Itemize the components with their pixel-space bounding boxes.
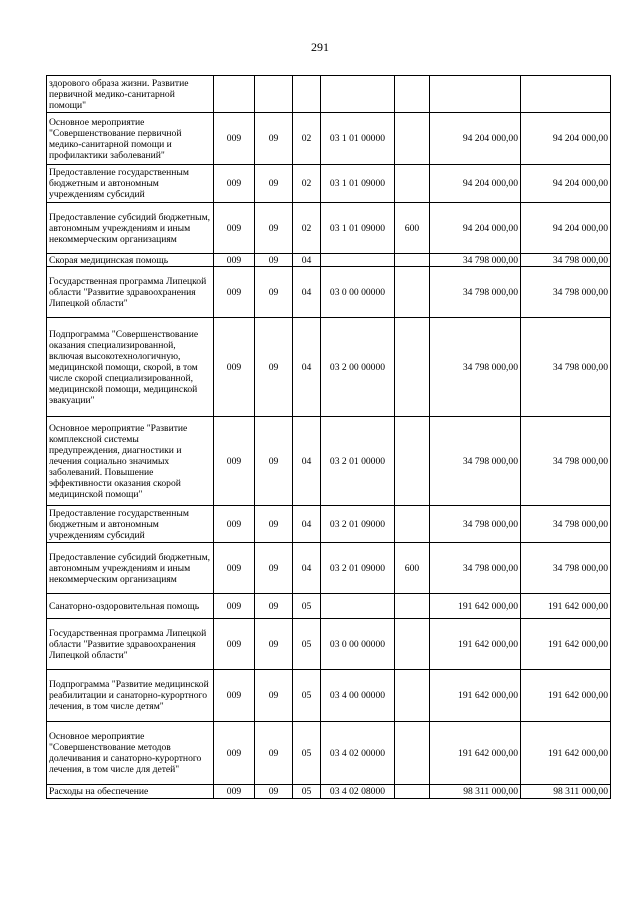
cell-amount-2: 191 642 000,00 [521,594,611,619]
cell-ministry: 009 [214,722,255,785]
cell-section: 09 [255,165,293,203]
cell-ministry: 009 [214,254,255,267]
cell-amount-2: 98 311 000,00 [521,785,611,799]
cell-subsection: 04 [293,543,321,594]
cell-expense-type [395,113,430,165]
cell-amount-1: 191 642 000,00 [430,722,521,785]
table-row [47,267,611,318]
cell-target: 03 2 01 00000 [321,417,395,506]
cell-name: Скорая медицинская помощь [47,254,214,267]
cell-subsection: 05 [293,722,321,785]
table-row [47,203,611,254]
cell-amount-2 [521,76,611,113]
cell-amount-1 [430,76,521,113]
table-row [47,113,611,165]
cell-expense-type [395,670,430,722]
cell-target: 03 2 00 00000 [321,318,395,417]
cell-expense-type [395,594,430,619]
cell-ministry: 009 [214,785,255,799]
cell-amount-2: 34 798 000,00 [521,254,611,267]
table-row [47,76,611,113]
cell-target: 03 2 01 09000 [321,506,395,543]
cell-name: Предоставление субсидий бюджетным, автономным учреждениям и иным некоммерческим организациям [47,203,214,254]
table-row [47,506,611,543]
cell-expense-type [395,619,430,670]
cell-subsection: 02 [293,113,321,165]
cell-target: 03 1 01 00000 [321,113,395,165]
cell-target: 03 0 00 00000 [321,267,395,318]
cell-ministry [214,76,255,113]
cell-name: Предоставление государственным бюджетным и автономным учреждениям субсидий [47,506,214,543]
cell-target: 03 1 01 09000 [321,165,395,203]
cell-name: Предоставление государственным бюджетным и автономным учреждениям субсидий [47,165,214,203]
cell-amount-1: 34 798 000,00 [430,318,521,417]
table-row [47,619,611,670]
cell-name: Государственная программа Липецкой области "Развитие здравоохранения Липецкой области" [47,619,214,670]
cell-section: 09 [255,417,293,506]
cell-ministry: 009 [214,506,255,543]
cell-amount-1: 34 798 000,00 [430,417,521,506]
cell-name: здорового образа жизни. Развитие первичной медико-санитарной помощи" [47,76,214,113]
table-row [47,543,611,594]
cell-name: Государственная программа Липецкой области "Развитие здравоохранения Липецкой области" [47,267,214,318]
cell-ministry: 009 [214,417,255,506]
cell-amount-2: 94 204 000,00 [521,113,611,165]
cell-section: 09 [255,267,293,318]
cell-name: Основное мероприятие "Развитие комплексной системы предупреждения, диагностики и лечения социально значимых заболеваний. Повышение эффективности оказания скорой медицинской помощи" [47,417,214,506]
cell-ministry: 009 [214,619,255,670]
budget-table [46,75,611,799]
cell-section: 09 [255,318,293,417]
cell-subsection: 05 [293,670,321,722]
cell-target: 03 4 02 08000 [321,785,395,799]
cell-section: 09 [255,113,293,165]
cell-expense-type [395,318,430,417]
cell-subsection: 04 [293,254,321,267]
cell-expense-type [395,254,430,267]
cell-name: Подпрограмма "Совершенствование оказания специализированной, включая высокотехнологичную, медицинской помощи, скорой, в том числе скорой специализированной, медицинской помощи, медицинской эвакуации" [47,318,214,417]
cell-name: Подпрограмма "Развитие медицинской реабилитации и санаторно-курортного лечения, в том числе детям" [47,670,214,722]
cell-section [255,76,293,113]
cell-name: Основное мероприятие "Совершенствование первичной медико-санитарной помощи и профилактики заболеваний" [47,113,214,165]
cell-amount-1: 94 204 000,00 [430,165,521,203]
cell-target [321,594,395,619]
cell-amount-2: 34 798 000,00 [521,506,611,543]
cell-subsection: 04 [293,267,321,318]
cell-target [321,76,395,113]
table-body [47,76,611,799]
cell-ministry: 009 [214,267,255,318]
cell-expense-type [395,722,430,785]
cell-expense-type [395,506,430,543]
cell-subsection: 02 [293,203,321,254]
cell-target: 03 1 01 09000 [321,203,395,254]
cell-ministry: 009 [214,318,255,417]
cell-amount-2: 191 642 000,00 [521,619,611,670]
cell-amount-2: 34 798 000,00 [521,543,611,594]
cell-expense-type: 600 [395,203,430,254]
page-number: 291 [311,40,329,54]
cell-section: 09 [255,722,293,785]
cell-subsection: 05 [293,619,321,670]
cell-section: 09 [255,785,293,799]
cell-expense-type [395,267,430,318]
cell-amount-1: 94 204 000,00 [430,203,521,254]
cell-subsection: 05 [293,785,321,799]
cell-amount-1: 34 798 000,00 [430,267,521,318]
cell-expense-type: 600 [395,543,430,594]
cell-section: 09 [255,506,293,543]
cell-amount-1: 191 642 000,00 [430,619,521,670]
cell-target: 03 4 00 00000 [321,670,395,722]
cell-amount-2: 191 642 000,00 [521,722,611,785]
cell-amount-1: 191 642 000,00 [430,594,521,619]
cell-name: Санаторно-оздоровительная помощь [47,594,214,619]
cell-section: 09 [255,254,293,267]
cell-ministry: 009 [214,165,255,203]
table-row [47,165,611,203]
cell-target: 03 0 00 00000 [321,619,395,670]
table-row [47,785,611,799]
table-row [47,318,611,417]
cell-amount-2: 191 642 000,00 [521,670,611,722]
cell-expense-type [395,417,430,506]
table-row [47,594,611,619]
cell-amount-1: 94 204 000,00 [430,113,521,165]
cell-ministry: 009 [214,670,255,722]
cell-section: 09 [255,670,293,722]
cell-amount-2: 94 204 000,00 [521,203,611,254]
cell-name: Предоставление субсидий бюджетным, автономным учреждениям и иным некоммерческим организациям [47,543,214,594]
cell-amount-2: 94 204 000,00 [521,165,611,203]
cell-target: 03 2 01 09000 [321,543,395,594]
cell-ministry: 009 [214,543,255,594]
cell-amount-1: 34 798 000,00 [430,506,521,543]
cell-section: 09 [255,203,293,254]
cell-amount-2: 34 798 000,00 [521,417,611,506]
cell-amount-1: 98 311 000,00 [430,785,521,799]
cell-amount-2: 34 798 000,00 [521,267,611,318]
cell-subsection: 04 [293,417,321,506]
cell-subsection [293,76,321,113]
cell-expense-type [395,76,430,113]
cell-name: Расходы на обеспечение [47,785,214,799]
cell-subsection: 04 [293,318,321,417]
cell-amount-2: 34 798 000,00 [521,318,611,417]
table-row [47,670,611,722]
cell-subsection: 02 [293,165,321,203]
cell-target: 03 4 02 00000 [321,722,395,785]
table-row [47,722,611,785]
cell-ministry: 009 [214,594,255,619]
cell-section: 09 [255,543,293,594]
cell-expense-type [395,785,430,799]
cell-ministry: 009 [214,203,255,254]
cell-amount-1: 191 642 000,00 [430,670,521,722]
cell-expense-type [395,165,430,203]
cell-name: Основное мероприятие "Совершенствование методов долечивания и санаторно-курортного лечения, в том числе для детей" [47,722,214,785]
cell-subsection: 04 [293,506,321,543]
table-row [47,254,611,267]
cell-amount-1: 34 798 000,00 [430,254,521,267]
cell-target [321,254,395,267]
cell-section: 09 [255,619,293,670]
cell-section: 09 [255,594,293,619]
table-row [47,417,611,506]
cell-subsection: 05 [293,594,321,619]
cell-ministry: 009 [214,113,255,165]
cell-amount-1: 34 798 000,00 [430,543,521,594]
